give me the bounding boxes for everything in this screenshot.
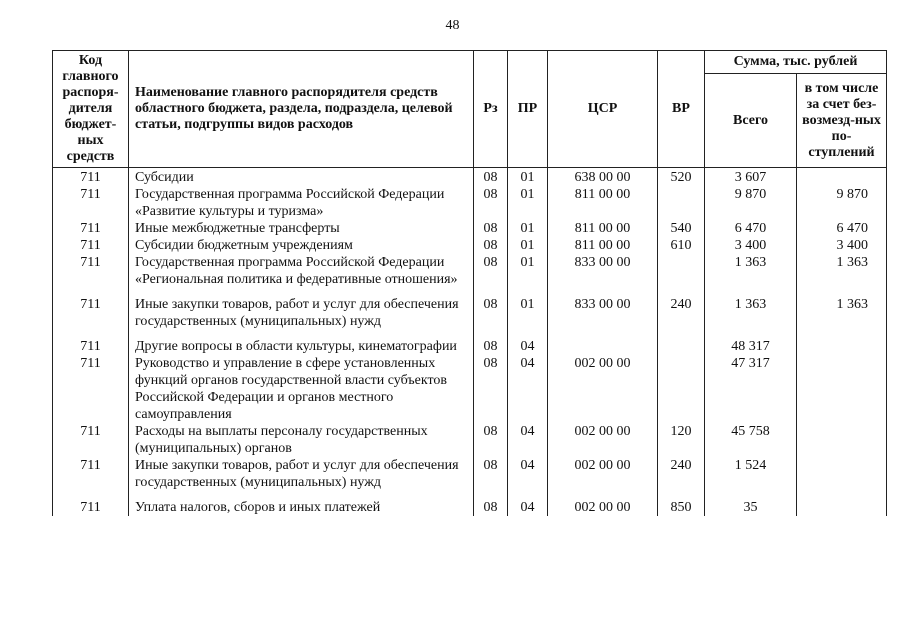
cell-rz: 08 xyxy=(474,220,508,237)
cell-rz: 08 xyxy=(474,457,508,491)
table-row xyxy=(53,237,887,254)
cell-pr: 01 xyxy=(508,288,548,330)
cell-code: 711 xyxy=(53,423,129,457)
cell-free xyxy=(797,330,887,355)
cell-csr: 811 00 00 xyxy=(548,186,658,220)
cell-rz: 08 xyxy=(474,168,508,187)
cell-total: 1 524 xyxy=(705,457,797,491)
header-rz: Рз xyxy=(474,51,508,168)
cell-vr xyxy=(658,355,705,423)
cell-code: 711 xyxy=(53,237,129,254)
cell-csr: 002 00 00 xyxy=(548,423,658,457)
header-sum: Сумма, тыс. рублей xyxy=(705,51,887,74)
cell-vr xyxy=(658,330,705,355)
cell-csr: 002 00 00 xyxy=(548,457,658,491)
cell-name: Иные межбюджетные трансферты xyxy=(129,220,474,237)
table-row xyxy=(53,330,887,355)
table-row xyxy=(53,355,887,423)
table-row xyxy=(53,457,887,491)
header-total: Всего xyxy=(705,74,797,168)
cell-total: 47 317 xyxy=(705,355,797,423)
cell-rz: 08 xyxy=(474,423,508,457)
cell-total: 1 363 xyxy=(705,288,797,330)
header-free: в том числе за счет без-возмезд-ных по-ступлений xyxy=(797,74,887,168)
header-vr: ВР xyxy=(658,51,705,168)
cell-free xyxy=(797,457,887,491)
cell-name: Субсидии xyxy=(129,168,474,187)
cell-name: Уплата налогов, сборов и иных платежей xyxy=(129,491,474,516)
table-row xyxy=(53,491,887,516)
cell-csr: 638 00 00 xyxy=(548,168,658,187)
cell-vr: 540 xyxy=(658,220,705,237)
cell-rz: 08 xyxy=(474,237,508,254)
table-row xyxy=(53,186,887,220)
cell-total: 35 xyxy=(705,491,797,516)
header-code: Код главного распоря-дителя бюджет-ных средств xyxy=(53,51,129,168)
cell-csr: 811 00 00 xyxy=(548,220,658,237)
cell-rz: 08 xyxy=(474,186,508,220)
cell-free xyxy=(797,423,887,457)
cell-total: 6 470 xyxy=(705,220,797,237)
cell-rz: 08 xyxy=(474,330,508,355)
cell-free: 3 400 xyxy=(797,237,887,254)
cell-total: 45 758 xyxy=(705,423,797,457)
page-number: 48 xyxy=(445,18,460,33)
cell-name: Субсидии бюджетным учреждениям xyxy=(129,237,474,254)
table-row xyxy=(53,254,887,288)
cell-free: 1 363 xyxy=(797,288,887,330)
cell-pr: 04 xyxy=(508,457,548,491)
cell-name: Руководство и управление в сфере установленных функций органов государственной власти субъектов Российской Федерации и органов местного самоуправления xyxy=(129,355,474,423)
cell-csr: 833 00 00 xyxy=(548,288,658,330)
cell-free xyxy=(797,168,887,187)
cell-vr: 520 xyxy=(658,168,705,187)
table-row xyxy=(53,220,887,237)
cell-code: 711 xyxy=(53,491,129,516)
table-row xyxy=(53,423,887,457)
cell-total: 9 870 xyxy=(705,186,797,220)
cell-name: Иные закупки товаров, работ и услуг для обеспечения государственных (муниципальных) нужд xyxy=(129,288,474,330)
cell-pr: 01 xyxy=(508,168,548,187)
cell-pr: 01 xyxy=(508,220,548,237)
budget-table xyxy=(52,50,887,516)
cell-total: 3 400 xyxy=(705,237,797,254)
cell-free xyxy=(797,491,887,516)
cell-name: Иные закупки товаров, работ и услуг для обеспечения государственных (муниципальных) нужд xyxy=(129,457,474,491)
cell-csr xyxy=(548,330,658,355)
cell-name: Государственная программа Российской Федерации «Развитие культуры и туризма» xyxy=(129,186,474,220)
header-csr: ЦСР xyxy=(548,51,658,168)
cell-vr xyxy=(658,254,705,288)
cell-pr: 04 xyxy=(508,423,548,457)
cell-name: Другие вопросы в области культуры, кинематографии xyxy=(129,330,474,355)
cell-vr xyxy=(658,186,705,220)
cell-rz: 08 xyxy=(474,355,508,423)
cell-csr: 002 00 00 xyxy=(548,355,658,423)
cell-pr: 04 xyxy=(508,355,548,423)
cell-code: 711 xyxy=(53,220,129,237)
table-body xyxy=(53,168,887,517)
cell-rz: 08 xyxy=(474,254,508,288)
cell-pr: 04 xyxy=(508,330,548,355)
cell-vr: 240 xyxy=(658,288,705,330)
cell-vr: 610 xyxy=(658,237,705,254)
cell-code: 711 xyxy=(53,168,129,187)
cell-rz: 08 xyxy=(474,288,508,330)
cell-rz: 08 xyxy=(474,491,508,516)
cell-name: Расходы на выплаты персоналу государственных (муниципальных) органов xyxy=(129,423,474,457)
header-pr: ПР xyxy=(508,51,548,168)
table-row xyxy=(53,168,887,187)
cell-free: 6 470 xyxy=(797,220,887,237)
cell-vr: 850 xyxy=(658,491,705,516)
table-header xyxy=(53,51,887,168)
cell-total: 1 363 xyxy=(705,254,797,288)
cell-total: 3 607 xyxy=(705,168,797,187)
cell-total: 48 317 xyxy=(705,330,797,355)
cell-pr: 01 xyxy=(508,254,548,288)
cell-vr: 240 xyxy=(658,457,705,491)
cell-pr: 01 xyxy=(508,186,548,220)
cell-code: 711 xyxy=(53,330,129,355)
cell-code: 711 xyxy=(53,254,129,288)
cell-csr: 833 00 00 xyxy=(548,254,658,288)
table-row xyxy=(53,288,887,330)
cell-code: 711 xyxy=(53,186,129,220)
cell-free: 9 870 xyxy=(797,186,887,220)
cell-free: 1 363 xyxy=(797,254,887,288)
cell-free xyxy=(797,355,887,423)
header-name: Наименование главного распорядителя средств областного бюджета, раздела, подраздела, целевой статьи, подгруппы видов расходов xyxy=(129,51,474,168)
cell-code: 711 xyxy=(53,457,129,491)
cell-code: 711 xyxy=(53,355,129,423)
cell-pr: 04 xyxy=(508,491,548,516)
cell-name: Государственная программа Российской Федерации «Региональная политика и федеративные отношения» xyxy=(129,254,474,288)
cell-pr: 01 xyxy=(508,237,548,254)
cell-code: 711 xyxy=(53,288,129,330)
cell-csr: 002 00 00 xyxy=(548,491,658,516)
cell-csr: 811 00 00 xyxy=(548,237,658,254)
cell-vr: 120 xyxy=(658,423,705,457)
